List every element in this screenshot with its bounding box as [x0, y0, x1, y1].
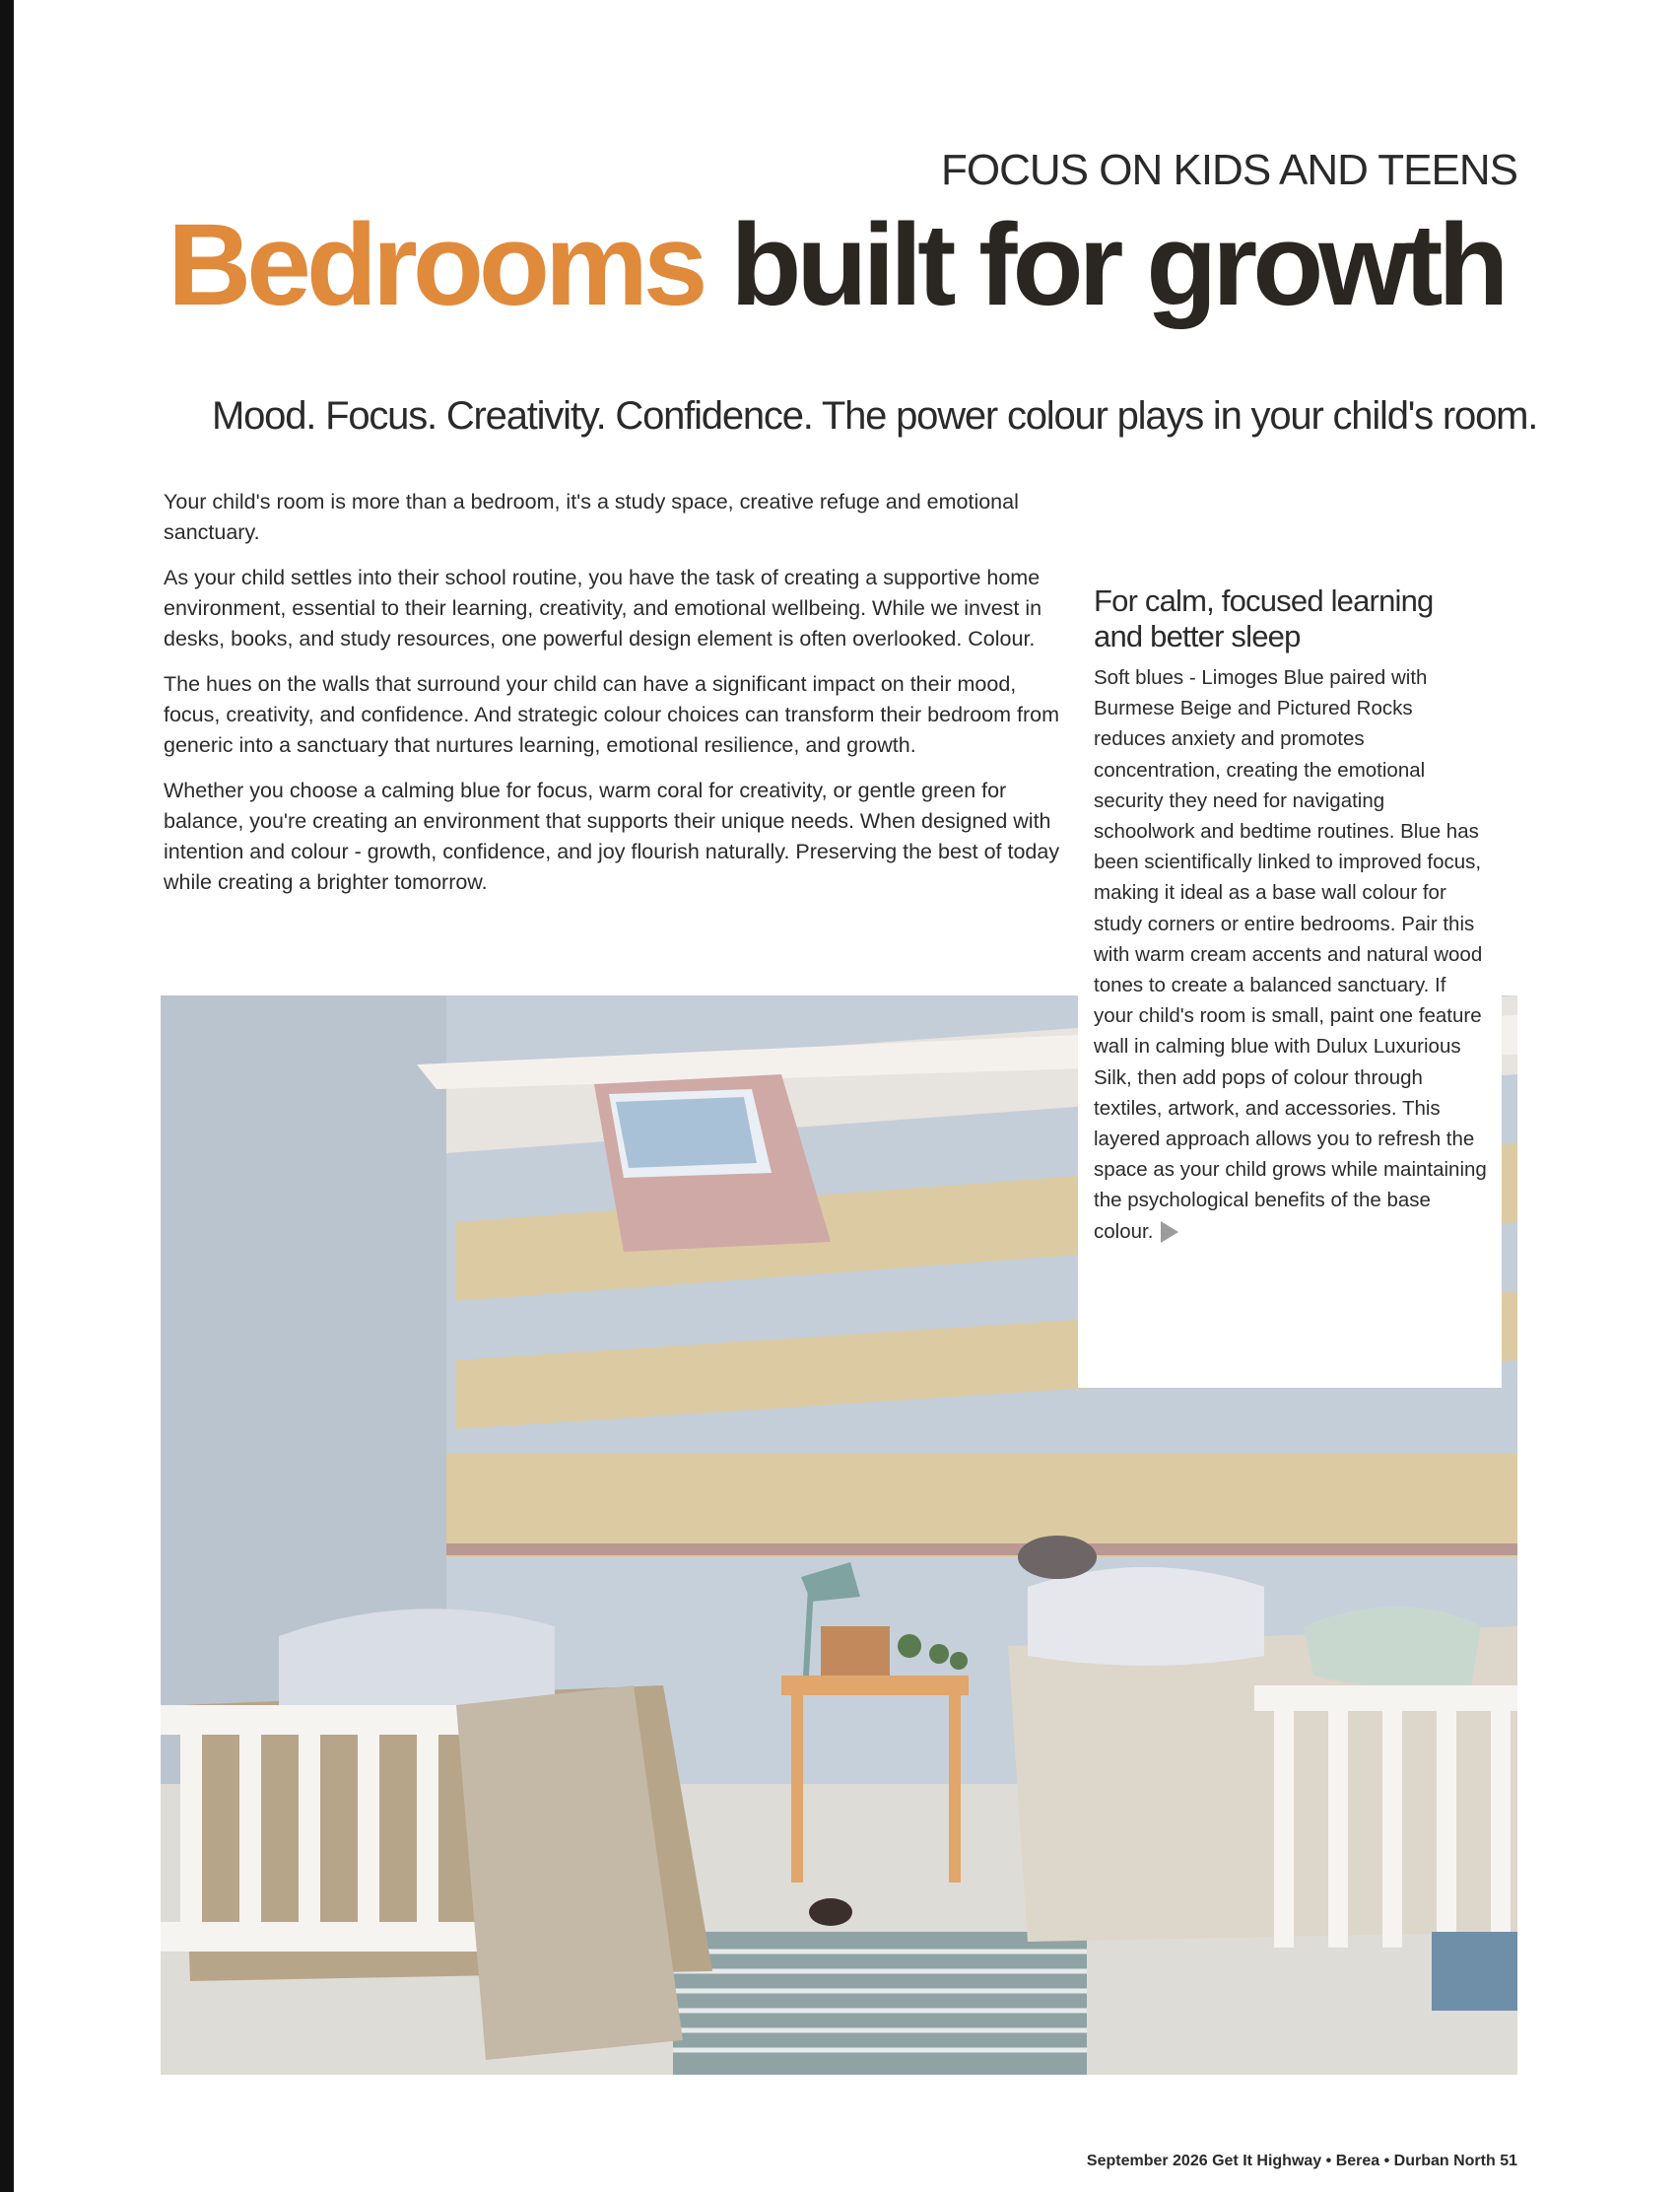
sidebar-heading-line1: For calm, focused learning [1094, 583, 1434, 618]
intro-paragraph: Your child's room is more than a bedroom, it's a study space, creative refuge and emotional sanctuary. [164, 490, 1019, 544]
headline [168, 199, 1504, 333]
play-arrow-icon [1161, 1221, 1178, 1243]
page-binding-edge [0, 0, 14, 2192]
sidebar-body-text: Soft blues - Limoges Blue paired with Burmese Beige and Pictured Rocks reduces anxiety and promotes concentration, creating the emotional security they need for navigating schoolwork and bedtime routines. Blue has been scientifically linked to improved focus, making it ideal as a base wall colour for study corners or entire bedrooms. Pair this with warm cream accents and natural wood tones to create a balanced sanctuary. If your child's room is small, paint one feature wall in calming blue with Dulux Luxurious Silk, then add pops of colour through textiles, artwork, and accessories. This layered approach allows you to refresh the space as your child grows while maintaining the psychological benefits of the base colour. [1094, 666, 1487, 1243]
intro-paragraph: The hues on the walls that surround your child can have a significant impact on their mood, focus, creativity, and confidence. And strategic colour choices can transform their bedroom from generic into a sanctuary that nurtures learning, emotional resilience, and growth. [164, 672, 1060, 757]
standfirst: Mood. Focus. Creativity. Confidence. The power colour plays in your child's room. [212, 394, 1538, 438]
sidebar-heading [1094, 583, 1488, 654]
intro-paragraph: Whether you choose a calming blue for focus, warm coral for creativity, or gentle green for balance, you're creating an environment that supports their unique needs. When designed with intention and colour - growth, confidence, and joy flourish naturally. Preserving the best of today while creating a brighter tomorrow. [164, 779, 1060, 894]
intro-text [164, 487, 1062, 913]
sidebar-heading-line2: and better sleep [1094, 619, 1301, 653]
section-label: FOCUS ON KIDS AND TEENS [941, 146, 1517, 194]
headline-rest: built for growth [730, 200, 1505, 330]
sidebar-body [1094, 662, 1488, 1247]
headline-accent: Bedrooms [168, 200, 704, 330]
page-footer: September 2026 Get It Highway • Berea • Durban North 51 [1086, 2153, 1517, 2169]
sidebar-panel [1078, 570, 1502, 1388]
intro-paragraph: As your child settles into their school routine, you have the task of creating a supportive home environment, essential to their learning, creativity, and emotional wellbeing. While we invest in desks, books, and study resources, one powerful design element is often overlooked. Colour. [164, 566, 1042, 651]
